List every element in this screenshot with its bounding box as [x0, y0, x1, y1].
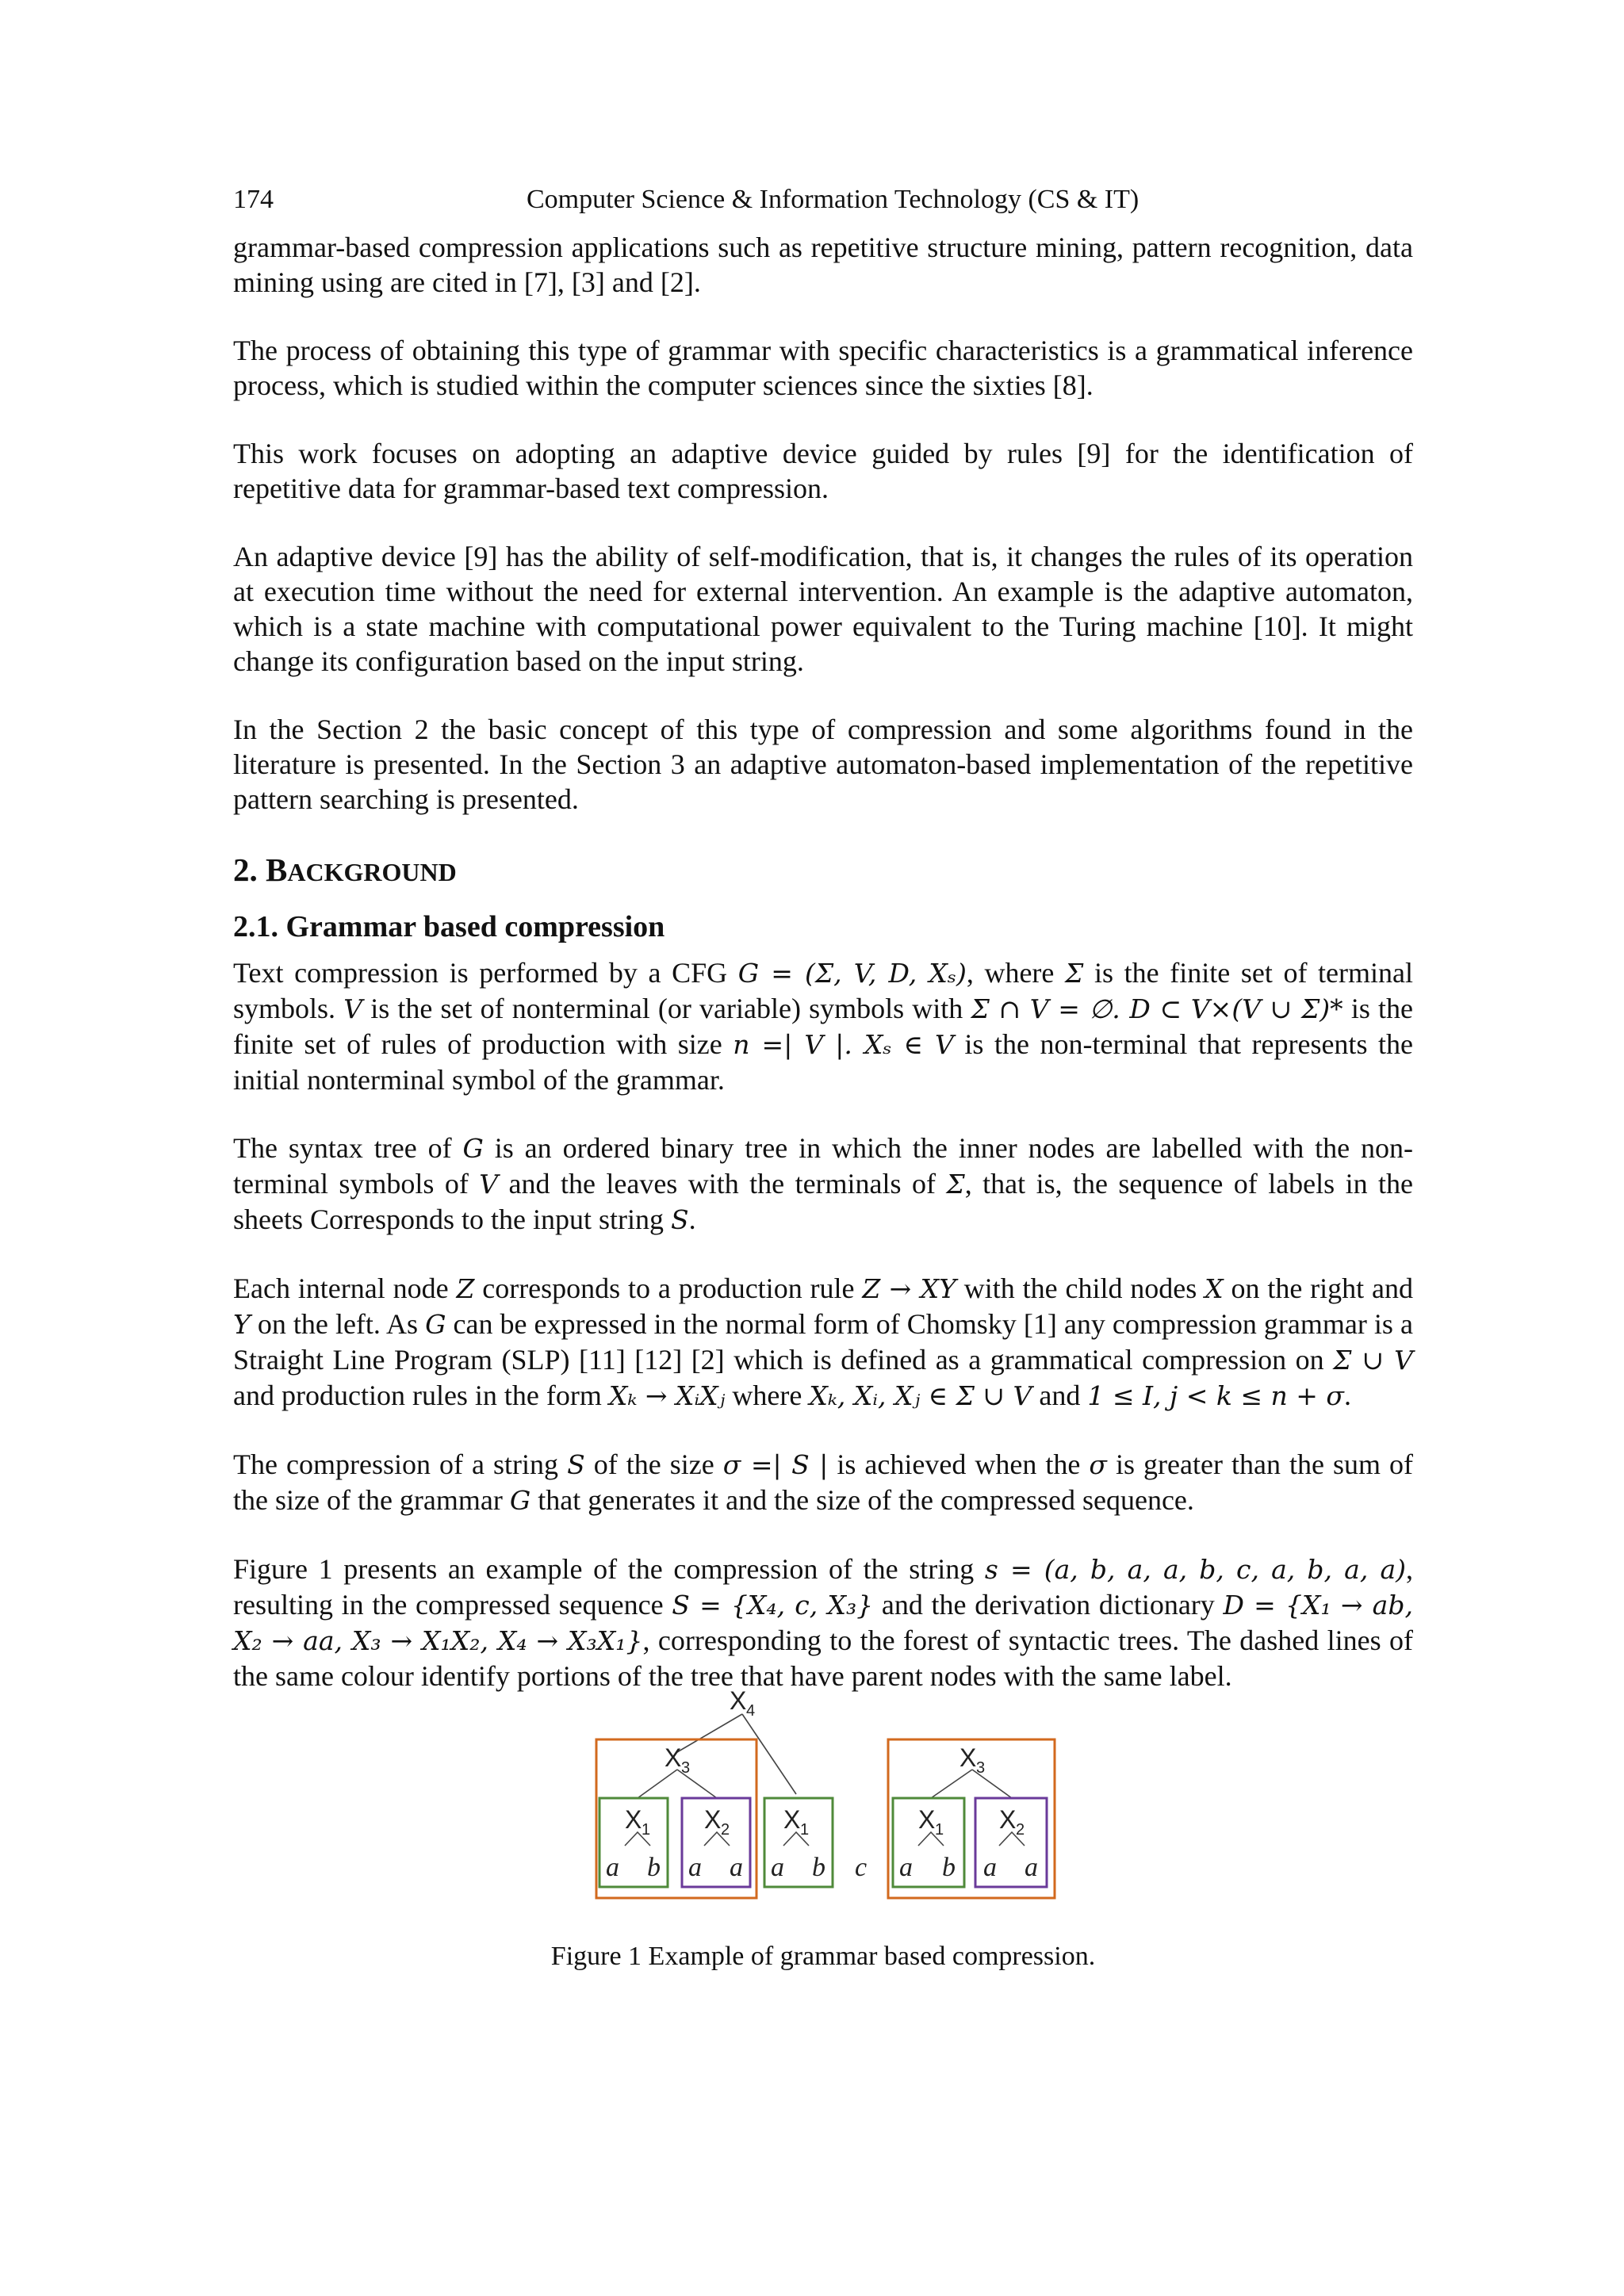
text-run: on the right and: [1223, 1272, 1414, 1304]
leaf-a: a: [688, 1853, 702, 1882]
node-letter: X: [959, 1743, 977, 1772]
text-run: corresponds to a production rule: [474, 1272, 863, 1304]
leaf-b: b: [942, 1853, 956, 1882]
text-run: , resulting in the compressed sequence: [233, 1553, 1413, 1621]
math-run: V: [343, 993, 363, 1024]
text-run: is greater than the sum of the size of the grammar: [233, 1448, 1414, 1516]
text-run: is the non-terminal that represents the initial nonterminal symbol of the grammar.: [233, 1028, 1413, 1096]
node-letter: X: [704, 1805, 722, 1834]
math-run: G: [425, 1309, 446, 1340]
figure-1: [233, 1686, 1413, 1917]
leaf-a: a: [1025, 1853, 1038, 1882]
paragraph-internal-node: [233, 1271, 1413, 1414]
text-run: and production rules in the form: [233, 1380, 609, 1411]
text-run: Each internal node: [233, 1272, 457, 1304]
page-number: 174: [233, 185, 274, 214]
node-letter: X: [918, 1805, 936, 1834]
math-run: D = {X₁ → ab, X₂ → aa, X₃ → X₁X₂, X₄ → X₃X₁}: [233, 1590, 1413, 1656]
syntax-forest-diagram: [233, 1686, 1413, 1917]
node-letter: X: [730, 1686, 747, 1715]
text-run: on the left. As: [250, 1308, 426, 1340]
text-run: and: [1032, 1380, 1088, 1411]
math-run: σ: [1089, 1449, 1107, 1480]
math-run: V: [479, 1169, 499, 1200]
math-run: s = (a, b, a, a, b, c, a, b, a, a): [984, 1554, 1406, 1585]
paragraph-cfg-definition: [233, 955, 1413, 1097]
paragraph-syntax-tree: [233, 1131, 1413, 1238]
node-subscript: 2: [1016, 1821, 1025, 1839]
text-run: Text compression is performed by a CFG: [233, 957, 738, 989]
leaf-a: a: [771, 1853, 784, 1882]
text-run: is the set of nonterminal (or variable) symbols with: [362, 993, 971, 1024]
math-run: S: [670, 1204, 689, 1235]
figure-caption: Figure 1 Example of grammar based compression.: [550, 1942, 1096, 1971]
node-x3-left: [665, 1743, 690, 1777]
node-subscript: 3: [976, 1759, 986, 1777]
text-run: is an ordered binary tree in which the inner nodes are labelled with the non-terminal symbols of: [233, 1132, 1413, 1200]
math-run: 1 ≤ I, j < k ≤ n + σ: [1087, 1380, 1344, 1411]
leaf-c: c: [855, 1853, 868, 1882]
math-run: σ =| S |: [722, 1449, 829, 1480]
node-x2-right: [999, 1805, 1025, 1839]
node-letter: X: [625, 1805, 642, 1834]
leaf-a: a: [730, 1853, 743, 1882]
text-run: The compression of a string: [233, 1448, 568, 1480]
node-x1-right: [918, 1805, 944, 1839]
journal-title: Computer Science & Information Technology (CS & IT): [527, 185, 1139, 214]
node-subscript: 3: [681, 1759, 691, 1777]
node-subscript: 1: [935, 1821, 944, 1839]
text-run: , corresponding to the forest of syntactic trees. The dashed lines of the same colour identify portions of the tree that have parent nodes with the same label.: [233, 1624, 1414, 1692]
text-run: , where: [966, 957, 1066, 989]
text-run: .: [688, 1203, 696, 1235]
paragraph-4: An adaptive device [9] has the ability of self-modification, that is, it changes the rules of its operation at execution time without the need for external intervention. An example is the adaptive automaton, which is a state machine with computational power equivalent to the Turing machine [10]. It might change its configuration based on the input string.: [233, 541, 1413, 677]
math-run: Σ: [946, 1169, 965, 1200]
subsection-heading: 2.1. Grammar based compression: [233, 910, 665, 943]
section-heading: [233, 850, 1413, 892]
text-run: can be expressed in the normal form of Chomsky [1] any compression grammar is a Straight Line Program (SLP) [11] [12] [2] which is defined as a grammatical compression on: [233, 1308, 1413, 1376]
math-run: Σ ∪ V: [1333, 1345, 1413, 1376]
text-run: is the finite set of terminal symbols.: [233, 957, 1414, 1024]
math-run: S = {X₄, c, X₃}: [672, 1590, 874, 1621]
leaf-a: a: [983, 1853, 997, 1882]
text-run: where: [725, 1380, 810, 1411]
section-title-initial: B: [266, 851, 288, 888]
node-x2-left: [704, 1805, 730, 1839]
math-run: G: [509, 1485, 531, 1516]
section-number: 2.: [233, 851, 258, 888]
text-run: , that is, the sequence of labels in the sheets Corresponds to the input string: [233, 1168, 1414, 1235]
math-run: Σ: [1065, 958, 1084, 989]
leaf-a: a: [899, 1853, 913, 1882]
node-x1-mid: [783, 1805, 809, 1839]
node-subscript: 2: [721, 1821, 730, 1839]
math-run: Z → XY: [862, 1273, 956, 1304]
math-run: G: [462, 1133, 484, 1164]
math-run: X: [1205, 1273, 1224, 1304]
text-run: that generates it and the size of the compressed sequence.: [530, 1484, 1194, 1516]
math-run: Y: [233, 1309, 251, 1340]
math-run: G = (Σ, V, D, Xₛ): [737, 958, 967, 989]
math-run: Xₖ → XᵢXⱼ: [608, 1380, 726, 1411]
leaf-b: b: [647, 1853, 661, 1882]
node-letter: X: [999, 1805, 1017, 1834]
edge-x4-x1: [742, 1714, 796, 1794]
node-letter: X: [665, 1743, 682, 1772]
text-run: and the derivation dictionary: [873, 1589, 1224, 1621]
node-subscript: 1: [642, 1821, 651, 1839]
paragraph-1: grammar-based compression applications such as repetitive structure mining, pattern recognition, data mining using are cited in [7], [3] and [2].: [233, 232, 1413, 298]
node-subscript: 1: [800, 1821, 810, 1839]
text-run: The syntax tree of: [233, 1132, 463, 1164]
paragraph-5: In the Section 2 the basic concept of this type of compression and some algorithms found in the literature is presented. In the Section 3 an adaptive automaton-based implementation of the repetitive pattern searching is presented.: [233, 714, 1413, 815]
node-letter: X: [783, 1805, 801, 1834]
paragraph-figure-intro: [233, 1552, 1413, 1693]
text-run: with the child nodes: [956, 1272, 1205, 1304]
node-subscript: 4: [746, 1702, 756, 1720]
paragraph-2: The process of obtaining this type of grammar with specific characteristics is a grammatical inference process, which is studied within the computer sciences since the sixties [8].: [233, 335, 1413, 401]
paragraph-compression-size: [233, 1447, 1413, 1518]
body-text: [233, 230, 1413, 1974]
text-run: is achieved when the: [828, 1448, 1090, 1480]
paragraph-3: This work focuses on adopting an adaptive device guided by rules [9] for the identification of repetitive data for grammar-based text compression.: [233, 438, 1413, 504]
edge-x4-x3: [677, 1714, 742, 1752]
node-x3-right: [959, 1743, 985, 1777]
leaf-a: a: [606, 1853, 619, 1882]
text-run: and the leaves with the terminals of: [498, 1168, 947, 1200]
math-run: Z: [456, 1273, 475, 1304]
edge-x3r-x1: [931, 1770, 972, 1798]
text-run: of the size: [584, 1448, 723, 1480]
text-run: is the finite set of rules of production with size: [233, 993, 1413, 1060]
edge-x3-x1-left: [638, 1770, 677, 1798]
section-title-rest: ACKGROUND: [287, 858, 457, 886]
math-run: S: [567, 1449, 585, 1480]
node-x1-left: [625, 1805, 650, 1839]
math-run: n =| V |. Xₛ ∈ V: [733, 1029, 954, 1060]
leaf-b: b: [812, 1853, 825, 1882]
math-run: Σ ∩ V = ∅. D ⊂ V×(V ∪ Σ)*: [971, 993, 1343, 1024]
text-run: .: [1343, 1380, 1351, 1411]
math-run: Xₖ, Xᵢ, Xⱼ ∈ Σ ∪ V: [809, 1380, 1032, 1411]
text-run: Figure 1 presents an example of the compression of the string: [233, 1553, 985, 1585]
